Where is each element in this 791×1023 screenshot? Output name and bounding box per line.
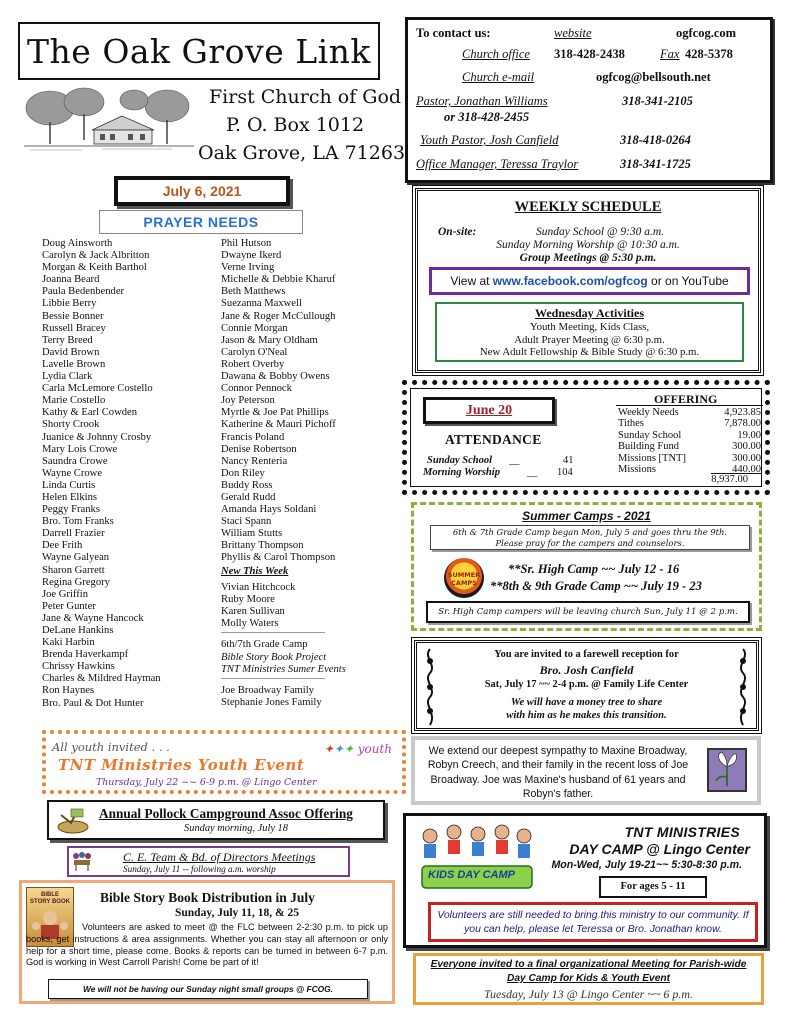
dash: __ <box>509 455 520 466</box>
offering-plate-icon <box>55 805 91 837</box>
newsletter-title: The Oak Grove Link <box>27 31 371 71</box>
prayer-name: Morgan & Keith Barthol <box>42 262 147 274</box>
prayer-name: Bro. Tom Franks <box>42 516 114 528</box>
worship-label: Morning Worship <box>423 467 500 478</box>
ages-box <box>599 876 707 898</box>
camp-note-2: Please pray for the campers and counselors. <box>495 537 685 548</box>
prayer-name: Phil Hutson <box>221 238 272 249</box>
pollock-title: Annual Pollock Campground Assoc Offering <box>99 806 353 821</box>
new-this-week-label: New This Week <box>221 566 289 577</box>
prayer-name: Jason & Mary Oldham <box>221 334 318 346</box>
report-date-box <box>423 397 555 424</box>
prayer-name: Joy Peterson <box>221 395 275 407</box>
worship-time: Sunday Morning Worship @ 10:30 a.m. <box>496 239 680 251</box>
youth-logo-text: youth <box>357 742 392 756</box>
farewell-when: Sat, July 17 ~~ 2-4 p.m. @ Family Life Center <box>484 679 689 690</box>
prayer-name: Ruby Moore <box>221 594 275 606</box>
camp-note-1: 6th & 7th Grade Camp began Mon, July 5 and goes thru the 9th. <box>452 527 728 537</box>
attendance-offering-box <box>402 380 770 495</box>
camps-logo-text: SUMMER CAMPS <box>447 571 481 587</box>
youth-pastor-label: Youth Pastor, Josh Canfield <box>420 133 559 147</box>
camp-note-box <box>430 525 750 550</box>
prayer-name: Vivian Hitchcock <box>221 582 296 594</box>
prayer-name: Joe Griffin <box>42 588 88 600</box>
prayer-name: Bro. Paul & Dot Hunter <box>42 697 144 709</box>
website-value[interactable]: ogfcog.com <box>676 26 737 40</box>
tnt-title: TNT MINISTRIES <box>624 824 740 840</box>
pastor-phone: 318-341-2105 <box>622 94 693 108</box>
meeting-table-icon <box>71 851 93 873</box>
summer-camps-logo <box>444 558 484 598</box>
new-this-week-list <box>221 582 346 630</box>
prayer-name: Francis Poland <box>221 431 285 443</box>
offering-value: 440.00 <box>732 464 761 475</box>
divider <box>221 678 325 679</box>
prayer-name: Beth Matthews <box>221 286 286 298</box>
prayer-name: Don Riley <box>221 467 265 479</box>
youth-invite: All youth invited . . . <box>52 740 170 754</box>
issue-date: July 6, 2021 <box>162 183 242 199</box>
prayer-name: Kaki Harbin <box>42 637 95 649</box>
prayer-name: Lydia Clark <box>42 371 93 383</box>
farewell-line-5: with him as he makes this transition. <box>506 710 667 721</box>
offering-row <box>618 430 761 441</box>
offering-label: Weekly Needs <box>618 407 679 418</box>
farewell-name: Bro. Josh Canfield <box>539 663 634 677</box>
ce-team-title: C. E. Team & Bd. of Directors Meetings <box>123 850 316 864</box>
sunday-school-time: Sunday School @ 9:30 a.m. <box>536 226 665 238</box>
prayer-name: Connor Pennock <box>221 383 292 395</box>
prayer-name: Linda Curtis <box>42 479 96 491</box>
prayer-name: Robert Overby <box>221 358 285 370</box>
youth-logo-icon: ✦✦✦ youth <box>323 742 392 756</box>
prayer-name: Joanna Beard <box>42 274 100 286</box>
organizational-meeting-box <box>413 953 764 1005</box>
office-manager-phone: 318-341-1725 <box>620 157 691 171</box>
kids-day-camp-logo <box>416 822 536 896</box>
bible-note-box <box>48 979 368 999</box>
onsite-label: On-site: <box>438 226 477 238</box>
view-suffix: or on YouTube <box>651 274 729 288</box>
prayer-name: Molly Waters <box>221 618 279 630</box>
family-2: Stephanie Jones Family <box>221 696 322 708</box>
kids-day-camp-logo-text: KIDS DAY CAMP <box>428 869 515 881</box>
wednesday-title: Wednesday Activities <box>534 306 644 320</box>
prayer-name: Dawana & Bobby Owens <box>221 371 330 383</box>
offering-total: 8,937.00 <box>711 474 748 485</box>
prayer-list-column-1 <box>42 238 161 710</box>
volunteer-box <box>428 902 758 942</box>
camp-grade-label: 6th/7th Grade Camp <box>221 639 308 651</box>
pollock-when: Sunday morning, July 18 <box>184 823 288 834</box>
sr-high-camp: **Sr. High Camp ~~ July 12 - 16 <box>508 562 680 576</box>
schedule-title: WEEKLY SCHEDULE <box>514 199 662 215</box>
family-1: Joe Broadway Family <box>221 684 314 696</box>
meeting-line-1: Everyone invited to a final organizational Meeting for Parish-wide <box>430 959 747 970</box>
prayer-name: Suezanna Maxwell <box>221 298 302 310</box>
offering-title: OFFERING <box>654 392 718 406</box>
prayer-name: Juanice & Johnny Crosby <box>42 431 152 443</box>
group-meetings-time: Group Meetings @ 5:30 p.m. <box>519 252 657 264</box>
contact-box <box>405 17 773 183</box>
office-manager-label: Office Manager, Teressa Traylor <box>416 157 579 171</box>
meeting-line-3: Tuesday, July 13 @ Lingo Center ~~ 6 p.m. <box>483 987 693 1001</box>
meeting-line-2: Day Camp for Kids & Youth Event <box>506 973 671 984</box>
prayer-name: Karen Sullivan <box>221 606 285 618</box>
wednesday-line-3: New Adult Fellowship & Bible Study @ 6:30 p.m. <box>479 346 700 358</box>
youth-pastor-phone: 318-418-0264 <box>620 133 691 147</box>
attendance-inner-border <box>410 388 762 487</box>
sympathy-box <box>411 736 761 805</box>
prayer-name: Amanda Hays Soldani <box>221 504 317 516</box>
po-box: P. O. Box 1012 <box>226 114 365 136</box>
weekly-schedule-box <box>415 188 761 373</box>
prayer-name: Carolyn & Jack Albritton <box>42 250 150 262</box>
prayer-name: Saundra Crowe <box>42 455 108 467</box>
prayer-name: Darrell Frazier <box>42 528 105 540</box>
farewell-reception-box <box>414 640 759 731</box>
prayer-name: Shorty Crook <box>42 419 100 431</box>
prayer-name: Gerald Rudd <box>221 491 276 503</box>
prayer-name: DeLane Hankins <box>42 625 114 636</box>
camp-leave-box <box>426 601 750 623</box>
summer-camps-box <box>411 502 762 631</box>
prayer-name: Ron Haynes <box>42 685 95 697</box>
church-email[interactable]: ogfcog@bellsouth.net <box>596 70 711 84</box>
church-name: First Church of God <box>209 86 402 108</box>
prayer-needs-header <box>99 210 303 234</box>
view-prefix: View at <box>450 274 490 288</box>
prayer-name: Peggy Franks <box>42 504 100 516</box>
offering-label: Building Fund <box>618 441 679 453</box>
farewell-line-4: We will have a money tree to share <box>510 697 663 708</box>
prayer-name: Helen Elkins <box>42 491 98 503</box>
prayer-name: Carla McLemore Costello <box>42 383 153 395</box>
dash: __ <box>527 467 538 478</box>
summer-camps-title: Summer Camps - 2021 <box>522 509 651 523</box>
wednesday-line-1: Youth Meeting, Kids Class, <box>529 321 650 333</box>
prayer-name: Nancy Renteria <box>221 455 288 467</box>
ce-team-box <box>67 846 350 877</box>
prayer-name: Brenda Haverkampf <box>42 649 129 661</box>
prayer-name: Kathy & Earl Cowden <box>42 407 138 419</box>
sympathy-text: We extend our deepest sympathy to Maxine Broadway, Robyn Creech, and their family in the recent loss of Joe Broadway. Joe was Maxine's husband of 61 years and Robyn's father. <box>427 745 689 801</box>
prayer-name: Terry Breed <box>42 334 93 346</box>
offering-value: 300.00 <box>732 452 761 464</box>
prayer-name: Jane & Wayne Hancock <box>42 612 144 624</box>
website-label: website <box>554 26 592 40</box>
offering-label: Missions <box>618 464 656 475</box>
bible-note-text: We will not be having our Sunday night small groups @ FCOG. <box>83 984 333 994</box>
camp-leave-text: Sr. High Camp campers will be leaving church Sun, July 11 @ 2 p.m. <box>438 607 738 617</box>
youth-event-title: TNT Ministries Youth Event <box>58 756 305 774</box>
bible-dates: Sunday, July 11, 18, & 25 <box>175 907 299 919</box>
offering-row <box>618 453 761 464</box>
offering-value: 4,923.85 <box>724 407 761 418</box>
prayer-name: Connie Morgan <box>221 322 288 334</box>
wednesday-activities-box <box>435 302 744 362</box>
prayer-name: Dwayne Ikerd <box>221 250 282 262</box>
sunday-school-label: Sunday School <box>427 455 493 466</box>
fax-label: Fax <box>660 47 680 61</box>
offering-label: Tithes <box>618 418 644 430</box>
ce-team-when: Sunday, July 11 -- following a.m. worship <box>123 864 276 874</box>
prayer-name: Lavelle Brown <box>42 358 106 370</box>
church-email-label: Church e-mail <box>462 70 535 84</box>
prayer-name: Phyllis & Carol Thompson <box>221 552 336 564</box>
eighth-ninth-camp: **8th & 9th Grade Camp ~~ July 19 - 23 <box>490 579 702 593</box>
volunteer-text: Volunteers are still needed to bring this ministry to our community. If you can help, please let Teressa or Bro. Jonathan know. <box>437 910 749 935</box>
offering-value: 19.00 <box>737 429 761 441</box>
divider <box>221 632 325 633</box>
tnt-subtitle: DAY CAMP @ Lingo Center <box>569 841 750 857</box>
attendance-title: ATTENDANCE <box>445 432 542 447</box>
prayer-name: Katherine & Mauri Pichoff <box>221 419 336 431</box>
offering-row <box>618 418 761 429</box>
lily-icon <box>707 748 747 792</box>
prayer-name: Myrtle & Joe Pat Phillips <box>221 407 329 419</box>
facebook-link[interactable]: www.facebook.com/ogfcog <box>492 274 648 288</box>
church-office-phone: 318-428-2438 <box>554 47 625 61</box>
prayer-name: Doug Ainsworth <box>42 238 113 249</box>
prayer-name: Chrissy Hawkins <box>42 661 115 673</box>
masthead <box>18 22 380 80</box>
youth-event-when: Thursday, July 22 ~~ 6-9 p.m. @ Lingo Center <box>96 777 317 788</box>
church-office-label: Church office <box>462 47 530 61</box>
sunday-school-count: 41 <box>563 455 574 466</box>
offering-value: 7,878.00 <box>724 418 761 430</box>
youth-event-box <box>42 730 406 794</box>
wednesday-line-2: Adult Prayer Meeting @ 6:30 p.m. <box>514 333 665 346</box>
prayer-name: William Stutts <box>221 528 283 540</box>
tnt-when: Mon-Wed, July 19-21~~ 5:30-8:30 p.m. <box>551 859 742 871</box>
prayer-name: Russell Bracey <box>42 322 106 334</box>
tnt-day-camp-box <box>403 813 767 948</box>
report-date: June 20 <box>465 402 513 418</box>
offering-label: Missions [TNT] <box>618 452 686 464</box>
prayer-name: Staci Spann <box>221 516 272 528</box>
prayer-name: Brittany Thompson <box>221 540 304 552</box>
prayer-name: Paula Bedenbender <box>42 286 125 298</box>
pastor-alt-phone: or 318-428-2455 <box>444 110 530 124</box>
issue-date-box <box>114 176 290 206</box>
prayer-new-section <box>221 566 346 709</box>
prayer-name: Mary Lois Crowe <box>42 443 118 455</box>
prayer-name: David Brown <box>42 346 100 358</box>
prayer-needs-title: PRAYER NEEDS <box>143 214 259 230</box>
prayer-name: Bessie Bonner <box>42 310 104 322</box>
facebook-link-box <box>429 267 750 295</box>
offering-row <box>618 441 761 452</box>
prayer-name: Carolyn O'Neal <box>221 346 288 358</box>
prayer-name: Buddy Ross <box>221 479 273 491</box>
offering-value: 300.00 <box>732 441 761 453</box>
prayer-name: Denise Robertson <box>221 443 297 455</box>
prayer-name: Wayne Galyean <box>42 552 110 564</box>
prayer-name: Dee Frith <box>42 540 83 552</box>
prayer-name: Charles & Mildred Hayman <box>42 673 161 685</box>
prayer-name: Michelle & Debbie Kharuf <box>221 274 336 286</box>
city-address: Oak Grove, LA 71263 <box>198 142 406 164</box>
prayer-list-column-2 <box>221 238 336 565</box>
offering-label: Sunday School <box>618 429 682 441</box>
prayer-name: Jane & Roger McCullough <box>221 310 336 322</box>
bible-story-book-box <box>19 880 395 1004</box>
prayer-name: Regina Gregory <box>42 576 110 588</box>
ages-text: For ages 5 - 11 <box>620 881 686 892</box>
offering-rule <box>616 405 763 406</box>
prayer-name: Peter Gunter <box>42 600 96 612</box>
bible-title: Bible Story Book Distribution in July <box>100 890 315 905</box>
pollock-offering-box <box>47 800 385 840</box>
farewell-line-1: You are invited to a farewell reception for <box>494 649 679 660</box>
bible-body: Volunteers are asked to meet @ the FLC between 2-2:30 p.m. to pick up books, get instructions & area assignments. Whether you can stay all afternoon or only help for a short time, please come. Books & reports can be turned in between 6-7 p.m. God is working in West Carroll Parish! Come be part of it! <box>26 922 388 968</box>
pastor-label: Pastor, Jonathan Williams <box>416 94 548 108</box>
prayer-name: Wayne Crowe <box>42 467 103 479</box>
contact-label: To contact us: <box>416 26 491 40</box>
church-sketch-image <box>22 86 197 154</box>
bible-project-label: Bible Story Book Project <box>221 651 327 663</box>
fax-value: 428-5378 <box>685 47 733 61</box>
bible-cover-text: BIBLE STORY BOOK <box>30 892 70 905</box>
prayer-name: Verne Irving <box>221 262 275 274</box>
prayer-name: Libbie Berry <box>42 298 97 310</box>
tnt-events-label: TNT Ministries Sumer Events <box>221 663 346 675</box>
offering-row <box>618 407 761 418</box>
prayer-name: Sharon Garrett <box>42 564 105 576</box>
prayer-name: Marie Costello <box>42 395 106 407</box>
worship-count: 104 <box>557 467 573 478</box>
